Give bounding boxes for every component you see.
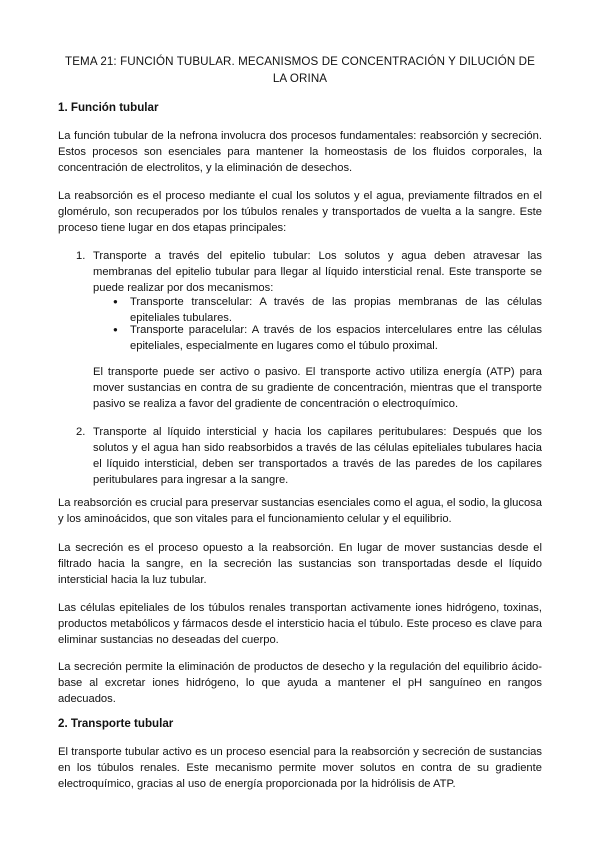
bullet-transcelular: Transporte transcelular: A través de las propias membranas de las células epiteliales tubulares. bbox=[130, 296, 542, 324]
transport-note: El transporte puede ser activo o pasivo. El transporte activo utiliza energía (ATP) para mover sustancias en contra de su gradiente de concentración, mientras que el transporte pasivo se realiza a favor del gradiente de concentración o electroquímico. bbox=[93, 366, 542, 410]
paragraph-secretion-function: La secreción permite la eliminación de productos de desecho y la regulación del equilibrio ácido-base al excretar iones hidrógeno, lo que ayuda a mantener el pH sanguíneo en rangos adecuados. bbox=[58, 661, 542, 705]
section-1-heading: 1. Función tubular bbox=[58, 101, 159, 114]
document-title: TEMA 21: FUNCIÓN TUBULAR. MECANISMOS DE CONCENTRACIÓN Y DILUCIÓN DE LA ORINA bbox=[65, 55, 535, 85]
transport-intro-paragraph: El transporte tubular activo es un proceso esencial para la reabsorción y secreción de sustancias en los túbulos renales. Este mecanismo permite mover solutos en contra de su gradiente electroquímico, gracias al uso de energía proporcionada por la hidrólisis de ATP. bbox=[58, 746, 542, 790]
section-2-heading: 2. Transporte tubular bbox=[58, 717, 174, 730]
bullet-paracelular: Transporte paracelular: A través de los espacios intercelulares entre las células epiteliales, especialmente en lugares como el túbulo proximal. bbox=[130, 324, 542, 352]
intro-paragraph: La función tubular de la nefrona involucra dos procesos fundamentales: reabsorción y secreción. Estos procesos son esenciales para mantener la homeostasis de los fluidos corporales, la concentración de electrolitos, y la eliminación de desechos. bbox=[58, 130, 542, 174]
paragraph-reabsorption-importance: La reabsorción es crucial para preservar sustancias esenciales como el agua, el sodio, la glucosa y los aminoácidos, que son vitales para el funcionamiento celular y el equilibrio. bbox=[58, 497, 542, 525]
reabsorption-paragraph: La reabsorción es el proceso mediante el cual los solutos y el agua, previamente filtrados en el glomérulo, son recuperados por los túbulos renales y transportados de vuelta a la sangre. Este proceso tiene lugar en dos etapas principales: bbox=[58, 190, 542, 234]
bullet-dot: ● bbox=[113, 297, 118, 306]
step-2-text: Transporte al líquido intersticial y hacia los capilares peritubulares: Después que los solutos y el agua han sido reabsorbidos a través de las células epiteliales tubulares hacia el líquido intersticial, deben ser transportados a través de las paredes de los capilares peritubulares para ingresar a la sangre. bbox=[93, 426, 542, 486]
bullet-dot: ● bbox=[113, 325, 118, 334]
step-1-number: 1. bbox=[76, 250, 86, 262]
step-1-text: Transporte a través del epitelio tubular: Los solutos y agua deben atravesar las membranas del epitelio tubular para llegar al líquido intersticial renal. Este transporte se puede realizar por dos mecanismos: bbox=[93, 250, 542, 294]
paragraph-epithelial-cells: Las células epiteliales de los túbulos renales transportan activamente iones hidrógeno, toxinas, productos metabólicos y fármacos desde el intersticio hacia el túbulo. Este proceso es clave para eliminar sustancias no deseadas del cuerpo. bbox=[58, 602, 542, 646]
step-2-number: 2. bbox=[76, 426, 86, 438]
paragraph-secretion: La secreción es el proceso opuesto a la reabsorción. En lugar de mover sustancias desde el filtrado hacia la sangre, en la secreción las sustancias son transportadas desde el líquido intersticial hacia la luz tubular. bbox=[58, 542, 542, 586]
